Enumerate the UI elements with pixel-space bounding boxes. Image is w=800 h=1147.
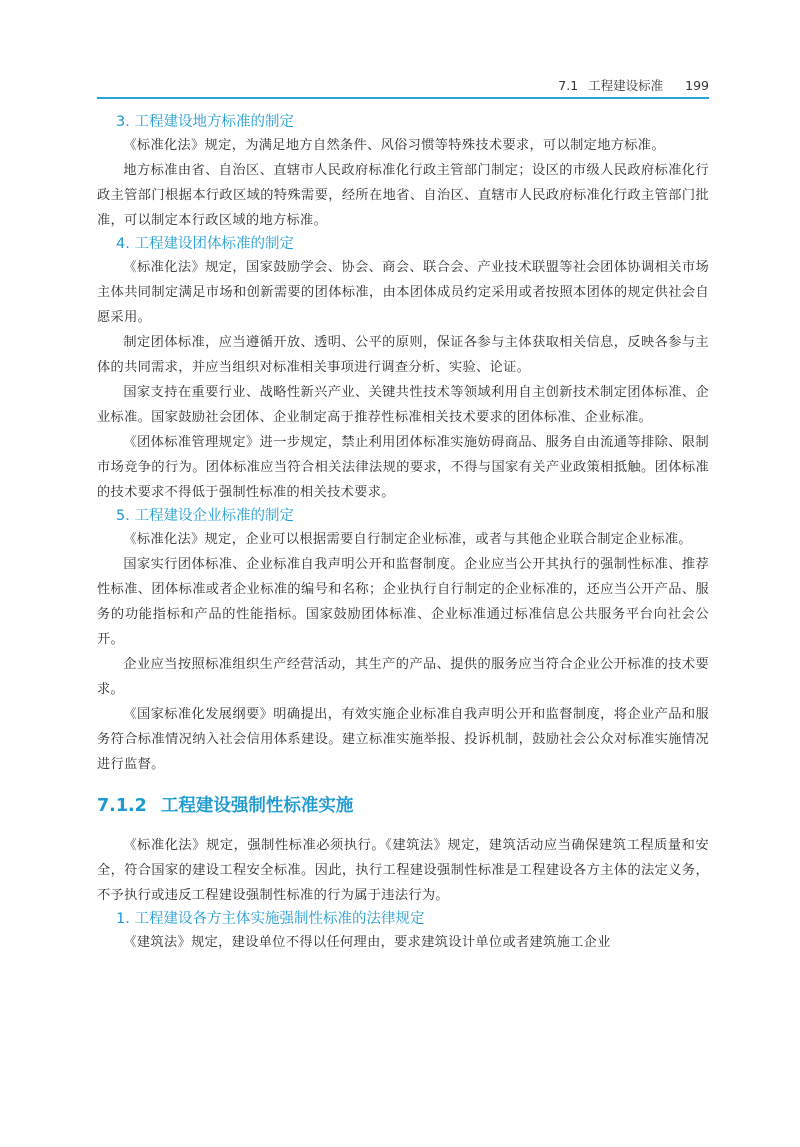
paragraph: 企业应当按照标准组织生产经营活动，其生产的产品、提供的服务应当符合企业公开标准的技术要求。 [97,657,709,697]
running-head [97,76,709,94]
section-heading: 4. 工程建设团体标准的制定 [116,236,294,252]
paragraph: 《标准化法》规定，国家鼓励学会、协会、商会、联合会、产业技术联盟等社会团体协调相关市场主体共同制定满足市场和创新需要的团体标准，由本团体成员约定采用或者按照本团体的规定供社会自愿采用。 [97,260,709,325]
paragraph: 地方标准由省、自治区、直辖市人民政府标准化行政主管部门制定；设区的市级人民政府标准化行政主管部门根据本行政区域的特殊需要，经所在地省、自治区、直辖市人民政府标准化行政主管部门批准，可以制定本行政区域的地方标准。 [97,163,709,228]
page-number: 199 [685,78,709,93]
paragraph: 《国家标准化发展纲要》明确提出，有效实施企业标准自我声明公开和监督制度，将企业产品和服务符合标准情况纳入社会信用体系建设。建立标准实施举报、投诉机制，鼓励社会公众对标准实施情况进行监督。 [97,707,709,772]
subsection-heading [97,793,709,819]
paragraph: 《团体标准管理规定》进一步规定，禁止利用团体标准实施妨碍商品、服务自由流通等排除、限制市场竞争的行为。团体标准应当符合相关法律法规的要求，不得与国家有关产业政策相抵触。团体标准的技术要求不得低于强制性标准的相关技术要求。 [97,435,709,500]
running-head-title: 工程建设标准 [588,78,664,93]
paragraph: 《标准化法》规定，强制性标准必须执行。《建筑法》规定，建筑活动应当确保建筑工程质量和安全，符合国家的建设工程安全标准。因此，执行工程建设强制性标准是工程建设各方主体的法定义务，不予执行或违反工程建设强制性标准的行为属于违法行为。 [97,838,709,903]
paragraph: 制定团体标准，应当遵循开放、透明、公平的原则，保证各参与主体获取相关信息，反映各参与主体的共同需求，并应当组织对标准相关事项进行调查分析、实验、论证。 [97,335,709,375]
running-head-section: 7.1 [558,78,579,93]
paragraph: 《建筑法》规定，建设单位不得以任何理由，要求建筑设计单位或者建筑施工企业 [123,935,611,950]
section-heading: 1. 工程建设各方主体实施强制性标准的法律规定 [116,911,425,927]
paragraph: 国家支持在重要行业、战略性新兴产业、关键共性技术等领域利用自主创新技术制定团体标准、企业标准。国家鼓励社会团体、企业制定高于推荐性标准相关技术要求的团体标准、企业标准。 [97,385,709,425]
subsection-title: 工程建设强制性标准实施 [160,796,354,816]
paragraph: 《标准化法》规定，企业可以根据需要自行制定企业标准，或者与其他企业联合制定企业标准。 [123,532,692,547]
subsection-number: 7.1.2 [97,796,147,816]
header-rule [97,97,709,99]
section-heading: 5. 工程建设企业标准的制定 [116,508,294,524]
section-heading: 3. 工程建设地方标准的制定 [116,114,294,130]
paragraph: 国家实行团体标准、企业标准自我声明公开和监督制度。企业应当公开其执行的强制性标准、推荐性标准、团体标准或者企业标准的编号和名称；企业执行自行制定的企业标准的，还应当公开产品、服务的功能指标和产品的性能指标。国家鼓励团体标准、企业标准通过标准信息公共服务平台向社会公开。 [97,557,709,647]
paragraph: 《标准化法》规定，为满足地方自然条件、风俗习惯等特殊技术要求，可以制定地方标准。 [123,138,665,153]
page-content [97,111,709,955]
